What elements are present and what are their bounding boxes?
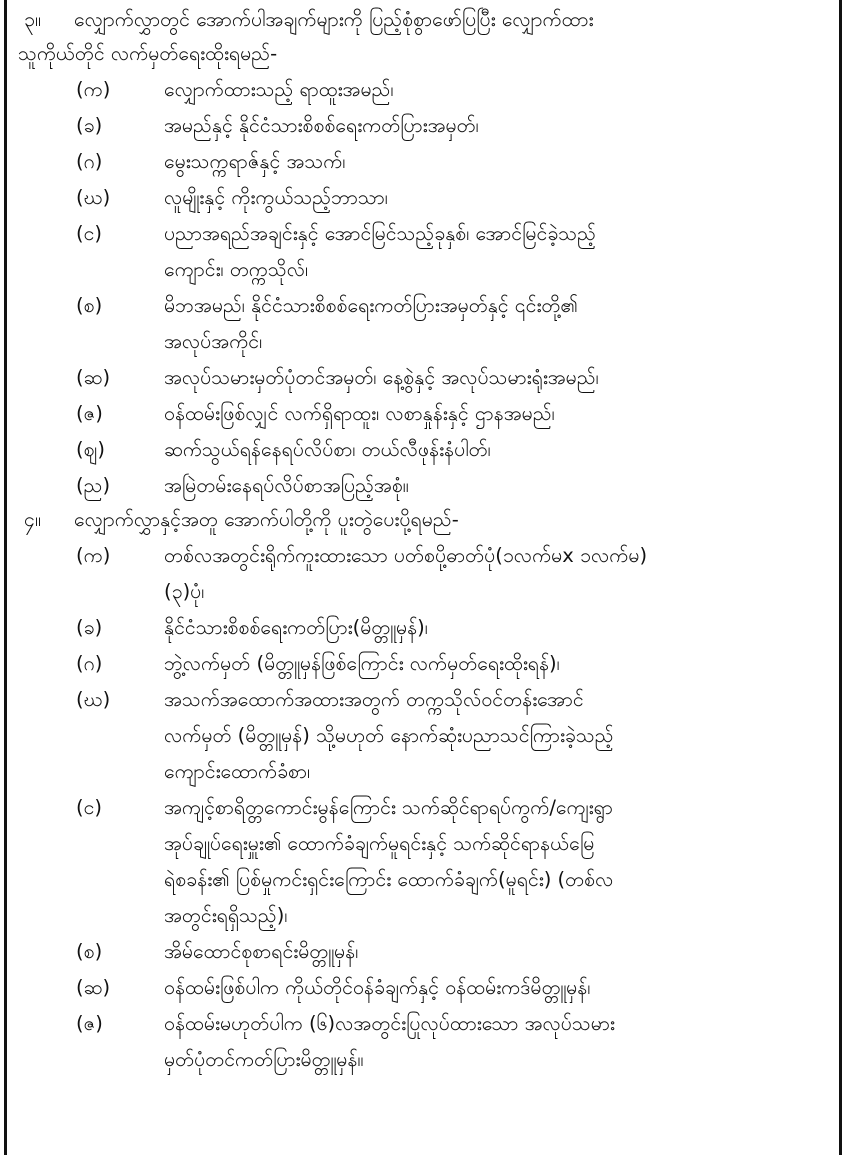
- list-item-text-line: မွေးသက္ကရာဇ်နှင့် အသက်၊: [164, 150, 346, 173]
- list-item-text: [164, 432, 826, 468]
- list-item-label: (စ): [76, 294, 103, 317]
- list-item-text-line: အကျင့်စာရိတ္တကောင်းမွန်ကြောင်း သက်ဆိုင်ရာရပ်ကွက်/ကျေးရွာ: [164, 796, 613, 819]
- section-intro: လျှောက်လွှာတွင် အောက်ပါအချက်များကို ပြည့်စုံစွာဖော်ပြပြီး လျှောက်ထား: [74, 7, 594, 31]
- list-item-text-line: အုပ်ချုပ်ရေးမှူး၏ ထောက်ခံချက်မူရင်းနှင့် သက်ဆိုင်ရာနယ်မြေ: [164, 832, 595, 855]
- list-item-label: (ည): [76, 474, 111, 497]
- list-item-text-line: အသက်အထောက်အထားအတွက် တက္ကသိုလ်ဝင်တန်းအောင်: [164, 688, 584, 711]
- section-heading: [16, 504, 826, 538]
- list-item-text-line: ဝန်ထမ်းဖြစ်လျှင် လက်ရှိရာထူး၊ လစာနှုန်းနှင့် ဌာနအမည်၊: [164, 402, 555, 425]
- list-item-text-line: ဆက်သွယ်ရန်နေရပ်လိပ်စာ၊ တယ်လီဖုန်းနံပါတ်၊: [164, 438, 491, 461]
- list-item-text: [164, 216, 826, 288]
- list-item-label: (ဆ): [76, 366, 111, 389]
- list-item-text: [164, 72, 826, 108]
- list-item-label: (င): [76, 222, 103, 245]
- list-item: [16, 970, 826, 1006]
- list-item: [16, 288, 826, 360]
- list-item-text: [164, 646, 826, 682]
- list-item-label: (င): [76, 796, 103, 819]
- list-item-text: [164, 610, 826, 646]
- list-item: [16, 144, 826, 180]
- list-item: [16, 432, 826, 468]
- list-item-label: (ဂ): [76, 652, 103, 675]
- list-item-text: [164, 360, 826, 396]
- section-number: ၄။: [24, 507, 41, 531]
- list-item-text: [164, 396, 826, 432]
- section-intro: လျှောက်လွှာနှင့်အတူ အောက်ပါတို့ကို ပူးတွဲပေးပို့ရမည်-: [74, 507, 459, 531]
- section-application-contents: [16, 4, 826, 504]
- list-item-label: (ဇ): [76, 402, 103, 425]
- list-item: [16, 468, 826, 504]
- list-item-text-line: အလုပ်အကိုင်၊: [164, 330, 263, 353]
- list-item-text-line: မှတ်ပုံတင်ကတ်ပြားမိတ္တူမှန်။: [164, 1048, 364, 1071]
- list-item-label: (စ): [76, 940, 103, 963]
- list-item-text: [164, 970, 826, 1006]
- list-item-label: (ဂ): [76, 150, 103, 173]
- list-item-text-line: မိဘအမည်၊ နိုင်ငံသားစိစစ်ရေးကတ်ပြားအမှတ်နှင့် ၎င်းတို့၏: [164, 294, 578, 317]
- list-item: [16, 396, 826, 432]
- list-item: [16, 72, 826, 108]
- list-item-text-line: ဝန်ထမ်းမဟုတ်ပါက (၆)လအတွင်းပြုလုပ်ထားသော အလုပ်သမား: [164, 1012, 615, 1035]
- list-item-text: [164, 108, 826, 144]
- list-item-text: [164, 288, 826, 360]
- list-item-text-line: လူမျိုးနှင့် ကိုးကွယ်သည့်ဘာသာ၊: [164, 186, 388, 209]
- list-item-text-line: တစ်လအတွင်းရိုက်ကူးထားသော ပတ်စပို့ဓာတ်ပုံ(၁လက်မx ၁လက်မ): [164, 544, 648, 567]
- list-item: [16, 538, 826, 610]
- section-intro-continued: သူကိုယ်တိုင် လက်မှတ်ရေးထိုးရမည်-: [18, 41, 278, 65]
- list-item-text-line: လက်မှတ် (မိတ္တူမှန်) သို့မဟုတ် နောက်ဆုံးပညာသင်ကြားခဲ့သည့်: [164, 724, 614, 747]
- list-item-label: (ဆ): [76, 976, 111, 999]
- list-item: [16, 1006, 826, 1078]
- list-item-text-line: အတွင်းရရှိသည့်)၊: [164, 904, 288, 927]
- list-item-text-line: အမြဲတမ်းနေရပ်လိပ်စာအပြည့်အစုံ။: [164, 474, 409, 497]
- list-item-text-line: အိမ်ထောင်စုစာရင်းမိတ္တူမှန်၊: [164, 940, 359, 963]
- list-item-label: (က): [76, 544, 111, 567]
- list-item-text-line: ရဲစခန်း၏ ပြစ်မှုကင်းရှင်းကြောင်း ထောက်ခံချက်(မူရင်း) (တစ်လ: [164, 868, 614, 891]
- list-item: [16, 360, 826, 396]
- list-item-text-line: ကျောင်း၊ တက္ကသိုလ်၊: [164, 258, 309, 281]
- list-item: [16, 610, 826, 646]
- page-border-left: [4, 0, 7, 1155]
- list-item-text: [164, 790, 826, 934]
- list-item-text: [164, 144, 826, 180]
- list-item-label: (ဃ): [76, 688, 111, 711]
- list-item: [16, 180, 826, 216]
- list-item-text-line: ဝန်ထမ်းဖြစ်ပါက ကိုယ်တိုင်ဝန်ခံချက်နှင့် ဝန်ထမ်းကဒ်မိတ္တူမှန်၊: [164, 976, 591, 999]
- list-item-label: (ဇ): [76, 1012, 103, 1035]
- list-item-text: [164, 934, 826, 970]
- list-item: [16, 934, 826, 970]
- document-body: [16, 4, 826, 1078]
- list-item: [16, 108, 826, 144]
- list-item-text: [164, 1006, 826, 1078]
- list-item: [16, 682, 826, 790]
- list-item-text-line: ပညာအရည်အချင်းနှင့် အောင်မြင်သည့်ခုနှစ်၊ အောင်မြင်ခဲ့သည့်: [164, 222, 597, 245]
- list-item-text-line: ဘွဲ့လက်မှတ် (မိတ္တူမှန်ဖြစ်ကြောင်း လက်မှတ်ရေးထိုးရန်)၊: [164, 652, 560, 675]
- section-heading: [16, 4, 826, 38]
- list-item-text-line: (၃)ပုံ၊: [164, 580, 205, 603]
- list-item-label: (ခ): [76, 114, 103, 137]
- list-item-text-line: အမည်နှင့် နိုင်ငံသားစိစစ်ရေးကတ်ပြားအမှတ်၊: [164, 114, 479, 137]
- list-item: [16, 790, 826, 934]
- list-item-text-line: ကျောင်းထောက်ခံစာ၊: [164, 760, 311, 783]
- list-item-text: [164, 538, 826, 610]
- list-item: [16, 646, 826, 682]
- list-item-text-line: အလုပ်သမားမှတ်ပုံတင်အမှတ်၊ နေ့စွဲနှင့် အလုပ်သမားရုံးအမည်၊: [164, 366, 599, 389]
- section-number: ၃။: [24, 7, 41, 31]
- list-item-label: (ခ): [76, 616, 103, 639]
- section-item-list: [16, 538, 826, 1078]
- list-item-label: (က): [76, 78, 111, 101]
- list-item-label: (ဃ): [76, 186, 111, 209]
- list-item-text: [164, 180, 826, 216]
- list-item-text: [164, 468, 826, 504]
- page-border-right: [839, 0, 842, 1155]
- section-item-list: [16, 72, 826, 504]
- list-item-text-line: လျှောက်ထားသည့် ရာထူးအမည်၊: [164, 78, 394, 101]
- list-item-label: (ဈ): [76, 438, 105, 461]
- list-item: [16, 216, 826, 288]
- section-attachments: [16, 504, 826, 1078]
- list-item-text: [164, 682, 826, 790]
- list-item-text-line: နိုင်ငံသားစိစစ်ရေးကတ်ပြား(မိတ္တူမှန်)၊: [164, 616, 428, 639]
